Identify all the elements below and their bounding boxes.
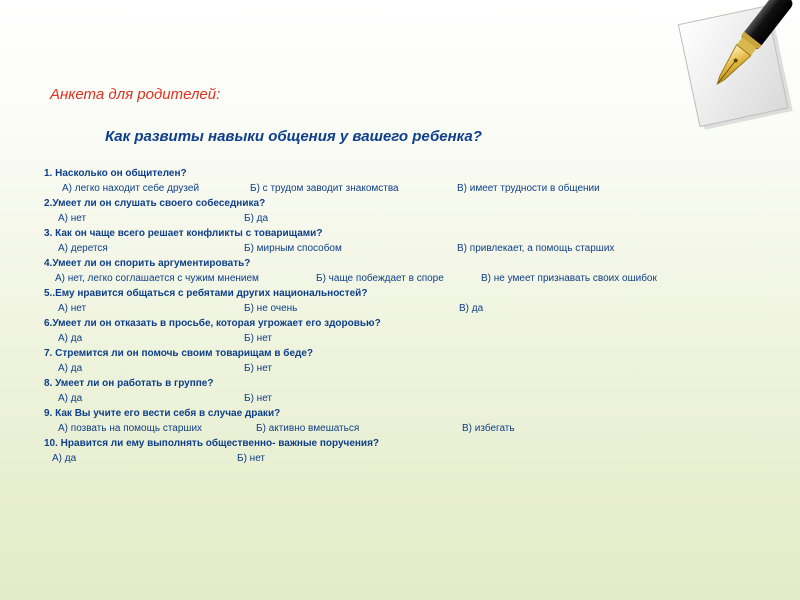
answer-option: В) избегать: [462, 423, 515, 434]
answer-option: Б) мирным способом: [244, 243, 342, 254]
question-text: 3. Как он чаще всего решает конфликты с товарищами?: [44, 228, 323, 239]
fountain-pen-icon: [665, 0, 800, 135]
answer-option: А) да: [58, 363, 83, 374]
question-9: [44, 406, 784, 436]
answer-options: [44, 331, 784, 346]
question-text: 6.Умеет ли он отказать в просьбе, которая угрожает его здоровью?: [44, 318, 381, 329]
question-text: 4.Умеет ли он спорить аргументировать?: [44, 258, 251, 269]
survey-title: Анкета для родителей:: [50, 86, 221, 103]
question-text: 2.Умеет ли он слушать своего собеседника?: [44, 198, 266, 209]
question-7: [44, 346, 784, 376]
answer-option: Б) чаще побеждает в споре: [316, 273, 444, 284]
answer-option: Б) нет: [244, 363, 273, 374]
question-text: 1. Насколько он общителен?: [44, 168, 187, 179]
survey-subtitle: Как развиты навыки общения у вашего ребенка?: [105, 128, 482, 145]
answer-options: [44, 241, 784, 256]
answer-options: [44, 211, 784, 226]
question-3: [44, 226, 784, 256]
answer-option: Б) с трудом заводит знакомства: [250, 183, 399, 194]
answer-option: А) да: [58, 393, 83, 404]
question-text: 7. Стремится ли он помочь своим товарищам в беде?: [44, 348, 314, 359]
questionnaire: [44, 166, 784, 466]
question-5: [44, 286, 784, 316]
answer-option: А) нет: [58, 303, 87, 314]
question-text: 5..Ему нравится общаться с ребятами других национальностей?: [44, 288, 368, 299]
answer-options: [44, 391, 784, 406]
answer-options: [44, 181, 784, 196]
answer-options: [44, 301, 784, 316]
answer-option: А) дерется: [58, 243, 108, 254]
answer-option: А) да: [58, 333, 83, 344]
question-text: 8. Умеет ли он работать в группе?: [44, 378, 214, 389]
answer-option: В) не умеет признавать своих ошибок: [481, 273, 657, 284]
question-2: [44, 196, 784, 226]
answer-option: Б) нет: [237, 453, 266, 464]
answer-option: Б) нет: [244, 393, 273, 404]
answer-option: А) легко находит себе друзей: [62, 183, 200, 194]
question-8: [44, 376, 784, 406]
question-4: [44, 256, 784, 286]
answer-options: [44, 451, 784, 466]
question-10: [44, 436, 784, 466]
question-6: [44, 316, 784, 346]
question-1: [44, 166, 784, 196]
answer-option: Б) да: [244, 213, 269, 224]
answer-option: В) да: [459, 303, 484, 314]
answer-options: [44, 361, 784, 376]
answer-option: В) привлекает, а помощь старших: [457, 243, 615, 254]
answer-option: А) нет: [58, 213, 87, 224]
question-text: 9. Как Вы учите его вести себя в случае драки?: [44, 408, 281, 419]
answer-option: Б) нет: [244, 333, 273, 344]
answer-option: А) да: [52, 453, 77, 464]
answer-options: [44, 421, 784, 436]
answer-options: [44, 271, 784, 286]
answer-option: Б) не очень: [244, 303, 298, 314]
question-text: 10. Нравится ли ему выполнять общественно- важные поручения?: [44, 438, 380, 449]
answer-option: В) имеет трудности в общении: [457, 183, 600, 194]
answer-option: А) позвать на помощь старших: [58, 423, 203, 434]
answer-option: А) нет, легко соглашается с чужим мнением: [55, 273, 259, 284]
answer-option: Б) активно вмешаться: [256, 423, 360, 434]
